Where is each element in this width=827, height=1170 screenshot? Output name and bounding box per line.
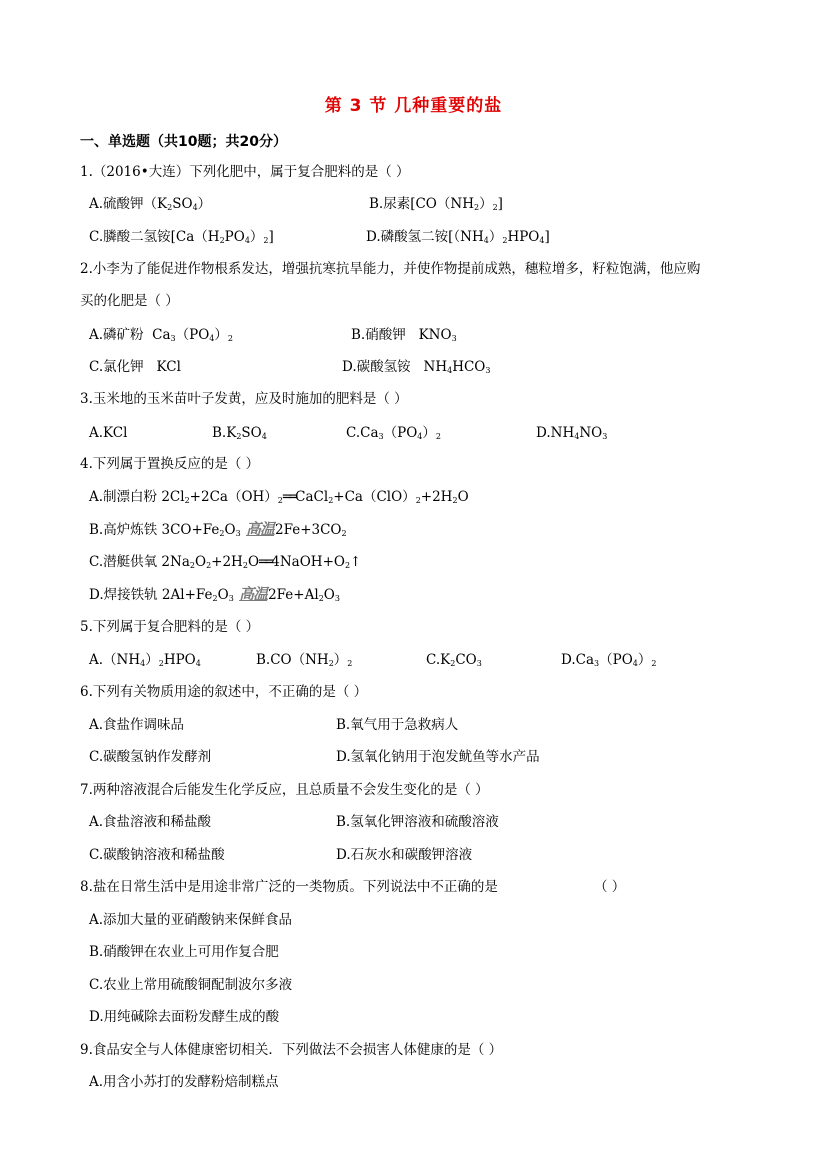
q8-option-c[interactable]: C.农业上常用硫酸铜配制波尔多液 <box>89 977 293 993</box>
reaction-condition-label: 高温 <box>239 585 268 603</box>
q5-option-d[interactable]: $D.Ca_3(PO_4)_2$ <box>561 652 657 668</box>
q3-option-b[interactable]: $B.K_2SO_4$ <box>212 425 267 441</box>
q5-option-b[interactable]: $B.CO(NH_2)_2$ <box>256 652 353 668</box>
question-2-stem-line1: 2.小李为了能促进作物根系发达，增强抗寒抗旱能力，并使作物提前成熟，穗粒增多，籽粒饱满，他应购 <box>80 261 701 277</box>
q6-option-b[interactable]: B.氧气用于急救病人 <box>336 717 459 733</box>
q5-option-a[interactable]: $A.(NH_4)_2HPO_4$ <box>89 652 201 668</box>
q1-option-a[interactable]: A.硫酸钾$(K_2SO_4)$ <box>89 196 212 212</box>
q3-option-a[interactable]: A.KCl <box>89 425 128 441</box>
q7-option-d[interactable]: D.石灰水和碳酸钾溶液 <box>336 847 473 863</box>
q6-option-a[interactable]: A.食盐作调味品 <box>89 717 185 733</box>
q1-option-d[interactable]: D.磷酸氢二铵$[(NH_4)_2HPO_4]$ <box>366 229 550 245</box>
q2-option-d[interactable]: D.碳酸氢铵 $NH_4HCO_3$ <box>342 359 491 375</box>
q1-option-c[interactable]: C.膦酸二氢铵$[Ca(H_2PO_4)_2]$ <box>89 229 274 245</box>
question-6-stem: 6.下列有关物质用途的叙述中，不正确的是（ ） <box>80 684 368 700</box>
question-3-stem: 3.玉米地的玉米苗叶子发黄，应及时施加的肥料是（ ） <box>80 391 408 407</box>
page-title: 第 3 节 几种重要的盐 <box>324 96 503 116</box>
q5-option-c[interactable]: $C.K_2CO_3$ <box>426 652 482 668</box>
q3-option-d[interactable]: $D.NH_4NO_3$ <box>536 425 608 441</box>
q7-option-a[interactable]: A.食盐溶液和稀盐酸 <box>89 814 212 830</box>
q2-option-a[interactable]: A.磷矿粉 $Ca_3(PO_4)_2$ <box>89 327 233 343</box>
question-2-stem-line2: 买的化肥是（ ） <box>80 293 179 309</box>
q8-option-b[interactable]: B.硝酸钾在农业上可用作复合肥 <box>89 944 279 960</box>
q6-option-d[interactable]: D.氢氧化钠用于泡发鱿鱼等水产品 <box>336 749 540 765</box>
q1-option-b[interactable]: B.尿素$[CO(NH_2)_2]$ <box>369 196 503 212</box>
q3-option-c[interactable]: $C.Ca_3(PO_4)_2$ <box>346 425 441 441</box>
question-5-stem: 5.下列属于复合肥料的是（ ） <box>80 619 260 635</box>
question-4-stem: 4.下列属于置换反应的是（ ） <box>80 456 260 472</box>
q8-option-d[interactable]: D.用纯碱除去面粉发酵生成的酸 <box>89 1009 280 1025</box>
q7-option-c[interactable]: C.碳酸钠溶液和稀盐酸 <box>89 847 225 863</box>
question-8-answer-blank: （ ） <box>594 879 626 895</box>
question-1-stem: 1.（2016•大连）下列化肥中，属于复合肥料的是（ ） <box>80 164 410 180</box>
question-9-stem: 9.食品安全与人体健康密切相关．下列做法不会损害人体健康的是（ ） <box>80 1042 503 1058</box>
q7-option-b[interactable]: B.氢氧化钾溶液和硫酸溶液 <box>336 814 499 830</box>
q4-option-c[interactable]: C.潜艇供氧 $2Na_2O_2+2H_2O══4NaOH+O_2↑$ <box>89 554 362 570</box>
q4-option-d[interactable]: D.焊接铁轨 $2Al+Fe_2O_3$ 高温$2Fe+Al_2O_3$ <box>89 585 340 603</box>
q9-option-a[interactable]: A.用含小苏打的发酵粉焙制糕点 <box>89 1074 279 1090</box>
section-heading: 一、单选题（共10题；共20分） <box>80 134 287 150</box>
question-7-stem: 7.两种溶液混合后能发生化学反应，且总质量不会发生变化的是（ ） <box>80 782 489 798</box>
q8-option-a[interactable]: A.添加大量的亚硝酸钠来保鲜食品 <box>89 912 293 928</box>
question-8-stem: 8.盐在日常生活中是用途非常广泛的一类物质。下列说法中不正确的是 <box>80 879 498 895</box>
q4-option-a[interactable]: A.制漂白粉 $2Cl_2+2Ca(OH)_2══CaCl_2+Ca(ClO)_2+2H_2O$ <box>89 489 469 505</box>
q6-option-c[interactable]: C.碳酸氢钠作发酵剂 <box>89 749 212 765</box>
q2-option-c[interactable]: C.氯化钾 KCl <box>89 359 181 375</box>
reaction-condition-label: 高温 <box>245 520 274 538</box>
q2-option-b[interactable]: B.硝酸钾 $KNO_3$ <box>351 327 457 343</box>
q4-option-b[interactable]: B.高炉炼铁 $3CO+Fe_2O_3$ 高温$2Fe+3CO_2$ <box>89 520 347 538</box>
